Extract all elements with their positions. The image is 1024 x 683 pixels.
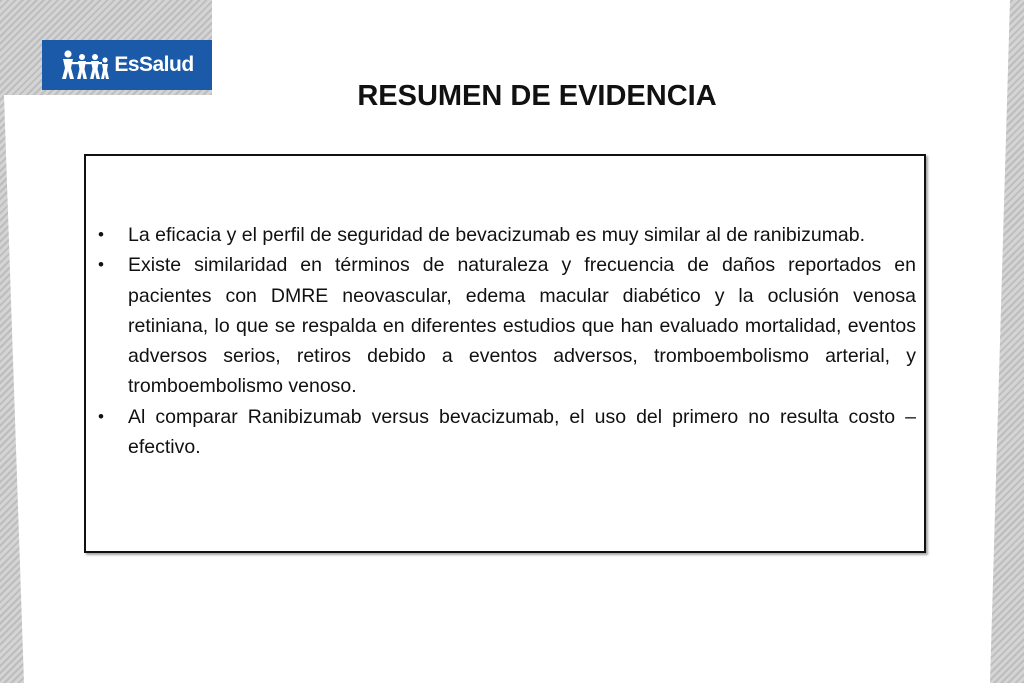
- bullet-icon: •: [98, 406, 104, 426]
- list-item-text: Al comparar Ranibizumab versus bevacizumab, el uso del primero no resulta costo – efectivo.: [128, 405, 916, 459]
- list-item: [98, 402, 916, 463]
- bullet-list: [98, 220, 916, 462]
- page-title: RESUMEN DE EVIDENCIA: [357, 80, 717, 112]
- list-item: [98, 220, 916, 250]
- family-icon: [60, 49, 110, 81]
- list-item-text: La eficacia y el perfil de seguridad de bevacizumab es muy similar al de ranibizumab.: [128, 224, 866, 246]
- bullet-icon: •: [98, 225, 104, 244]
- list-item: [98, 250, 916, 401]
- bullet-icon: •: [98, 255, 104, 275]
- list-item-text: Existe similaridad en términos de naturaleza y frecuencia de daños reportados en pacientes con DMRE neovascular, edema macular diabético y la oclusión venosa retiniana, lo que se respalda en diferentes estudios que han evaluado mortalidad, eventos adversos serios, retiros debido a eventos adversos, tromboembolismo arterial, y tromboembolismo venoso.: [128, 254, 916, 398]
- evidence-summary-box: [84, 154, 926, 553]
- logo-text: EsSalud: [114, 53, 194, 76]
